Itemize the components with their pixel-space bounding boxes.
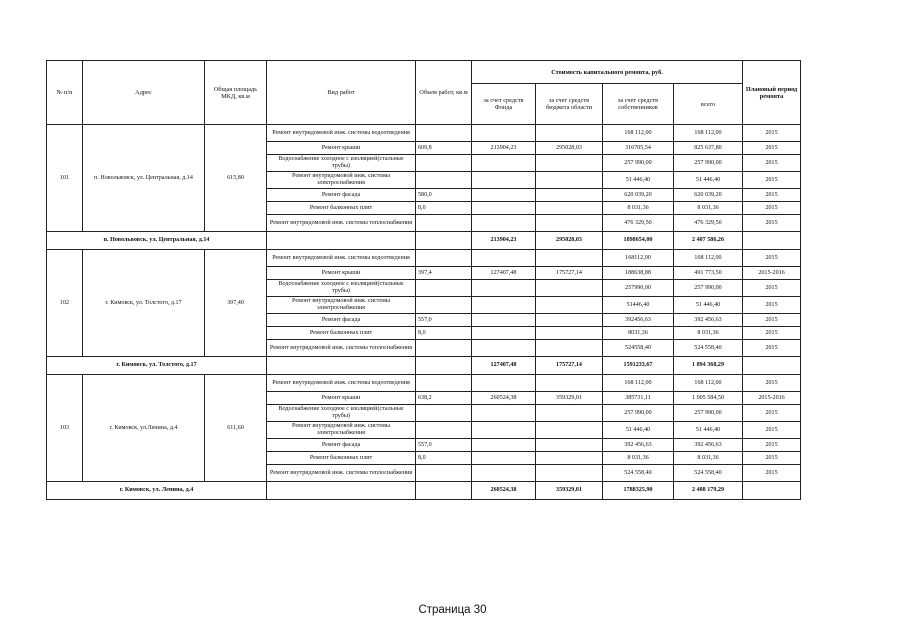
owners-cell: 168112,00	[603, 250, 674, 267]
fund-cell	[472, 327, 536, 340]
work-type-cell: Ремонт фасада	[267, 439, 416, 452]
work-type-cell: Ремонт балконных плит	[267, 327, 416, 340]
work-type-cell: Ремонт внутридомовой инж. системы водоотведения	[267, 125, 416, 142]
volume-cell	[416, 215, 472, 232]
volume-cell: 397,4	[416, 267, 472, 280]
summary-address: г. Кимовск, ул. Ленина, д.4	[47, 482, 267, 500]
summary-total: 2 408 179,29	[674, 482, 743, 500]
total-cell: 168 112,00	[674, 250, 743, 267]
total-cell: 620 039,20	[674, 189, 743, 202]
volume-cell: 8,0	[416, 327, 472, 340]
area-cell: 397,40	[205, 250, 267, 357]
header-area: Общая площадь МКД, кв.м	[205, 61, 267, 125]
fund-cell	[472, 297, 536, 314]
region-budget-cell: 295028,03	[536, 142, 603, 155]
work-type-cell: Ремонт крыши	[267, 142, 416, 155]
summary-empty-cell	[267, 232, 416, 250]
fund-cell	[472, 202, 536, 215]
capital-repair-table	[46, 60, 801, 500]
summary-owners: 1591233,67	[603, 357, 674, 375]
region-budget-cell: 175727,14	[536, 267, 603, 280]
header-owners: за счет средств собственников	[603, 84, 674, 125]
period-cell: 2015	[743, 142, 801, 155]
work-type-cell: Ремонт внутридомовой инж. системы водоотведения	[267, 375, 416, 392]
volume-cell	[416, 125, 472, 142]
summary-region-budget: 175727,14	[536, 357, 603, 375]
address-cell: п. Новольвовск, ул. Центральная, д.14	[83, 125, 205, 232]
total-cell: 51 446,40	[674, 172, 743, 189]
fund-cell	[472, 125, 536, 142]
summary-empty-cell	[416, 482, 472, 500]
total-cell: 8 031,36	[674, 327, 743, 340]
period-cell: 2015	[743, 314, 801, 327]
work-type-cell: Ремонт балконных плит	[267, 202, 416, 215]
table-row	[47, 250, 801, 267]
work-type-cell: Ремонт фасада	[267, 189, 416, 202]
volume-cell	[416, 375, 472, 392]
fund-cell	[472, 280, 536, 297]
region-budget-cell	[536, 215, 603, 232]
owners-cell: 524558,40	[603, 340, 674, 357]
region-budget-cell	[536, 327, 603, 340]
region-budget-cell	[536, 405, 603, 422]
owners-cell: 51446,40	[603, 297, 674, 314]
owners-cell: 316705,54	[603, 142, 674, 155]
fund-cell: 127407,48	[472, 267, 536, 280]
period-cell: 2015	[743, 189, 801, 202]
header-row-top	[47, 61, 801, 84]
capital-repair-table-container	[46, 60, 800, 500]
fund-cell	[472, 465, 536, 482]
total-cell: 524 558,40	[674, 340, 743, 357]
address-cell: г. Кимовск, ул. Толстого, д.17	[83, 250, 205, 357]
period-cell: 2015	[743, 422, 801, 439]
summary-owners: 1788325,90	[603, 482, 674, 500]
header-volume: Объем работ, кв.м	[416, 61, 472, 125]
owners-cell: 392456,63	[603, 314, 674, 327]
fund-cell	[472, 155, 536, 172]
work-type-cell: Ремонт внутридомовой инж. системы теплоснабжения	[267, 340, 416, 357]
period-cell: 2015	[743, 202, 801, 215]
fund-cell	[472, 375, 536, 392]
work-type-cell: Ремонт внутридомовой инж. системы теплоснабжения	[267, 215, 416, 232]
region-budget-cell	[536, 465, 603, 482]
total-cell: 168 112,00	[674, 125, 743, 142]
volume-cell	[416, 155, 472, 172]
total-cell: 51 446,40	[674, 297, 743, 314]
owners-cell: 168 112,00	[603, 125, 674, 142]
table-row	[47, 125, 801, 142]
header-work-type: Вид работ	[267, 61, 416, 125]
table-body	[47, 125, 801, 500]
volume-cell	[416, 422, 472, 439]
volume-cell	[416, 340, 472, 357]
total-cell: 524 558,40	[674, 465, 743, 482]
total-cell: 8 031,36	[674, 452, 743, 465]
owners-cell: 188638,88	[603, 267, 674, 280]
period-cell: 2015	[743, 340, 801, 357]
summary-empty-cell	[743, 357, 801, 375]
total-cell: 1 005 584,50	[674, 392, 743, 405]
owners-cell: 257990,00	[603, 280, 674, 297]
fund-cell	[472, 172, 536, 189]
period-cell: 2015	[743, 405, 801, 422]
volume-cell: 8,0	[416, 202, 472, 215]
period-cell: 2015	[743, 250, 801, 267]
summary-address: г. Кимовск, ул. Толстого, д.17	[47, 357, 267, 375]
summary-total: 2 407 586,26	[674, 232, 743, 250]
volume-cell: 638,2	[416, 392, 472, 405]
fund-cell	[472, 314, 536, 327]
total-cell: 257 990,00	[674, 405, 743, 422]
table-row	[47, 375, 801, 392]
volume-cell	[416, 297, 472, 314]
summary-row	[47, 232, 801, 250]
total-cell: 392 456,63	[674, 439, 743, 452]
row-number: 101	[47, 125, 83, 232]
work-type-cell: Ремонт балконных плит	[267, 452, 416, 465]
region-budget-cell	[536, 340, 603, 357]
region-budget-cell	[536, 172, 603, 189]
summary-empty-cell	[743, 482, 801, 500]
header-total: всего	[674, 84, 743, 125]
row-number: 103	[47, 375, 83, 482]
summary-fund: 213904,23	[472, 232, 536, 250]
volume-cell: 557,0	[416, 314, 472, 327]
fund-cell: 260524,38	[472, 392, 536, 405]
region-budget-cell	[536, 250, 603, 267]
total-cell: 257 990,00	[674, 155, 743, 172]
owners-cell: 392 456,63	[603, 439, 674, 452]
summary-address: п. Новольвовск, ул. Центральная, д.14	[47, 232, 267, 250]
total-cell: 825 637,80	[674, 142, 743, 155]
region-budget-cell	[536, 202, 603, 215]
header-region-budget: за счет средств бюджета области	[536, 84, 603, 125]
owners-cell: 385731,11	[603, 392, 674, 405]
total-cell: 392 456,63	[674, 314, 743, 327]
summary-empty-cell	[267, 357, 416, 375]
owners-cell: 8 031,36	[603, 202, 674, 215]
summary-region-budget: 295028,03	[536, 232, 603, 250]
fund-cell	[472, 405, 536, 422]
volume-cell: 8,0	[416, 452, 472, 465]
period-cell: 2015	[743, 215, 801, 232]
header-period: Плановый период ремонта	[743, 61, 801, 125]
work-type-cell: Ремонт внутридомовой инж. системы электроснабжения	[267, 297, 416, 314]
fund-cell	[472, 422, 536, 439]
volume-cell: 609,8	[416, 142, 472, 155]
period-cell: 2015	[743, 155, 801, 172]
region-budget-cell	[536, 422, 603, 439]
fund-cell	[472, 439, 536, 452]
summary-empty-cell	[416, 232, 472, 250]
header-num: № п/п	[47, 61, 83, 125]
owners-cell: 620 039,20	[603, 189, 674, 202]
region-budget-cell	[536, 314, 603, 327]
fund-cell: 213904,23	[472, 142, 536, 155]
work-type-cell: Ремонт внутридомовой инж. системы электроснабжения	[267, 172, 416, 189]
work-type-cell: Ремонт крыши	[267, 392, 416, 405]
period-cell: 2015	[743, 439, 801, 452]
summary-row	[47, 482, 801, 500]
fund-cell	[472, 215, 536, 232]
work-type-cell: Водоснабжение холодное с изоляцией(стальные трубы)	[267, 155, 416, 172]
period-cell: 2015	[743, 297, 801, 314]
header-address: Адрес	[83, 61, 205, 125]
work-type-cell: Ремонт крыши	[267, 267, 416, 280]
total-cell: 257 990,00	[674, 280, 743, 297]
period-cell: 2015	[743, 327, 801, 340]
period-cell: 2015-2016	[743, 392, 801, 405]
work-type-cell: Ремонт внутридомовой инж. системы теплоснабжения	[267, 465, 416, 482]
total-cell: 168 112,00	[674, 375, 743, 392]
region-budget-cell	[536, 280, 603, 297]
period-cell: 2015-2016	[743, 267, 801, 280]
fund-cell	[472, 452, 536, 465]
header-fund: за счет средств Фонда	[472, 84, 536, 125]
summary-fund: 127407,48	[472, 357, 536, 375]
region-budget-cell	[536, 155, 603, 172]
total-cell: 491 773,50	[674, 267, 743, 280]
page-number: Страница 30	[418, 604, 487, 616]
total-cell: 51 446,40	[674, 422, 743, 439]
fund-cell	[472, 189, 536, 202]
volume-cell	[416, 172, 472, 189]
owners-cell: 524 558,40	[603, 465, 674, 482]
volume-cell: 557,0	[416, 439, 472, 452]
header-cost-group: Стоимость капитального ремонта, руб.	[472, 61, 743, 84]
volume-cell: 580,0	[416, 189, 472, 202]
owners-cell: 51 446,40	[603, 172, 674, 189]
area-cell: 615,80	[205, 125, 267, 232]
volume-cell	[416, 280, 472, 297]
summary-region-budget: 359329,01	[536, 482, 603, 500]
owners-cell: 168 112,00	[603, 375, 674, 392]
period-cell: 2015	[743, 375, 801, 392]
owners-cell: 476 329,50	[603, 215, 674, 232]
summary-owners: 1898654,00	[603, 232, 674, 250]
work-type-cell: Водоснабжение холодное с изоляцией(стальные трубы)	[267, 405, 416, 422]
summary-empty-cell	[267, 482, 416, 500]
owners-cell: 257 990,00	[603, 405, 674, 422]
region-budget-cell	[536, 189, 603, 202]
owners-cell: 51 446,40	[603, 422, 674, 439]
row-number: 102	[47, 250, 83, 357]
period-cell: 2015	[743, 465, 801, 482]
region-budget-cell	[536, 439, 603, 452]
owners-cell: 8 031,36	[603, 452, 674, 465]
address-cell: г. Кимовск, ул.Ленина, д.4	[83, 375, 205, 482]
total-cell: 8 031,36	[674, 202, 743, 215]
summary-row	[47, 357, 801, 375]
region-budget-cell	[536, 297, 603, 314]
volume-cell	[416, 250, 472, 267]
region-budget-cell: 359329,01	[536, 392, 603, 405]
summary-empty-cell	[416, 357, 472, 375]
region-budget-cell	[536, 125, 603, 142]
owners-cell: 8031,36	[603, 327, 674, 340]
fund-cell	[472, 340, 536, 357]
region-budget-cell	[536, 375, 603, 392]
summary-fund: 260524,38	[472, 482, 536, 500]
work-type-cell: Ремонт внутридомовой инж. системы электроснабжения	[267, 422, 416, 439]
work-type-cell: Ремонт фасада	[267, 314, 416, 327]
period-cell: 2015	[743, 172, 801, 189]
fund-cell	[472, 250, 536, 267]
period-cell: 2015	[743, 125, 801, 142]
area-cell: 611,60	[205, 375, 267, 482]
volume-cell	[416, 405, 472, 422]
total-cell: 476 329,50	[674, 215, 743, 232]
period-cell: 2015	[743, 280, 801, 297]
summary-empty-cell	[743, 232, 801, 250]
work-type-cell: Ремонт внутридомовой инж. системы водоотведения	[267, 250, 416, 267]
region-budget-cell	[536, 452, 603, 465]
period-cell: 2015	[743, 452, 801, 465]
work-type-cell: Водоснабжение холодное с изоляцией(стальные трубы)	[267, 280, 416, 297]
owners-cell: 257 990,00	[603, 155, 674, 172]
volume-cell	[416, 465, 472, 482]
summary-total: 1 894 368,29	[674, 357, 743, 375]
